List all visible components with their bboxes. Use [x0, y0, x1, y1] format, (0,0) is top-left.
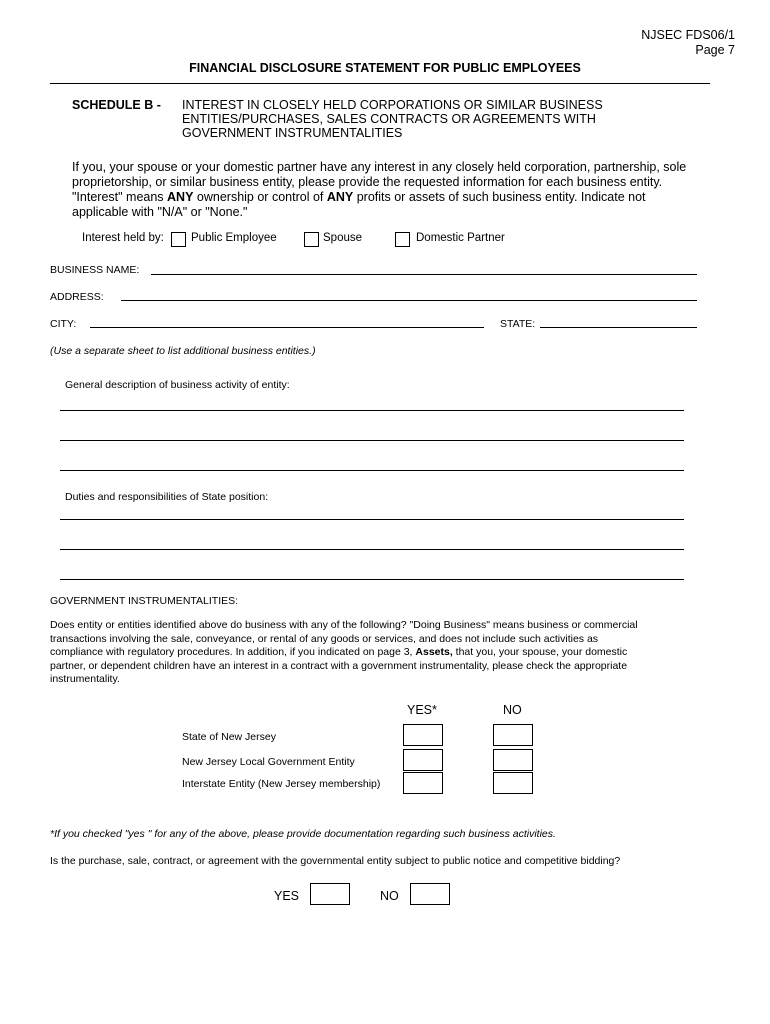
- domestic-partner-checkbox[interactable]: [395, 232, 410, 247]
- government-heading: GOVERNMENT INSTRUMENTALITIES:: [50, 595, 239, 607]
- intro-line-3e: profits or assets of such business entity. Indicate not: [353, 190, 646, 204]
- intro-line-3a: "Interest" means: [72, 190, 168, 204]
- bidding-yes-box[interactable]: [310, 883, 350, 905]
- bidding-no-label: NO: [380, 889, 399, 903]
- domestic-partner-label: Domestic Partner: [416, 232, 505, 244]
- intro-line-3: [72, 190, 686, 205]
- local-gov-no-box[interactable]: [493, 749, 533, 771]
- public-employee-label: Public Employee: [191, 232, 277, 244]
- title-divider: [50, 83, 710, 84]
- schedule-title: [182, 98, 603, 140]
- public-employee-checkbox[interactable]: [171, 232, 186, 247]
- page-number: Page 7: [695, 43, 735, 57]
- gov-line-5: instrumentality.: [50, 673, 120, 686]
- no-column-header: NO: [503, 703, 522, 717]
- intro-line-1: If you, your spouse or your domestic partner have any interest in any closely held corporation, partnership, sole: [72, 160, 687, 174]
- gov-line-3c: that you, your spouse, your domestic: [452, 646, 628, 659]
- form-title: FINANCIAL DISCLOSURE STATEMENT FOR PUBLIC EMPLOYEES: [189, 61, 581, 75]
- schedule-title-line-1: INTEREST IN CLOSELY HELD CORPORATIONS OR SIMILAR BUSINESS: [182, 98, 603, 112]
- schedule-title-line-2: ENTITIES/PURCHASES, SALES CONTRACTS OR AGREEMENTS WITH: [182, 112, 596, 126]
- intro-line-2: proprietorship, or similar business entity, please provide the requested information for each business entity.: [72, 175, 663, 189]
- state-nj-yes-box[interactable]: [403, 724, 443, 746]
- interstate-no-box[interactable]: [493, 772, 533, 794]
- duties-line-1[interactable]: [60, 519, 684, 520]
- intro-any-2: ANY: [326, 190, 354, 204]
- intro-any-1: ANY: [167, 190, 194, 204]
- gov-line-4: partner, or dependent children have an interest in a contract with a government instrumentality, please check the appropriate: [50, 659, 628, 672]
- state-field[interactable]: [540, 327, 697, 328]
- intro-paragraph: [72, 160, 686, 220]
- state-nj-no-box[interactable]: [493, 724, 533, 746]
- address-label: ADDRESS:: [50, 291, 104, 303]
- entity-state-nj: State of New Jersey: [182, 731, 276, 743]
- intro-line-3c: ownership or control of: [193, 190, 327, 204]
- business-name-label: BUSINESS NAME:: [50, 264, 140, 276]
- gov-line-3a: compliance with regulatory procedures. In addition, if you indicated on page 3,: [50, 646, 416, 659]
- interest-held-label: Interest held by:: [82, 232, 164, 244]
- local-gov-yes-box[interactable]: [403, 749, 443, 771]
- entity-local-government: New Jersey Local Government Entity: [182, 756, 355, 768]
- duties-label: Duties and responsibilities of State position:: [65, 491, 269, 503]
- duties-line-3[interactable]: [60, 579, 684, 580]
- entity-interstate: Interstate Entity (New Jersey membership): [182, 778, 381, 790]
- form-id: NJSEC FDS06/1: [641, 28, 735, 42]
- business-name-field[interactable]: [151, 274, 697, 275]
- government-paragraph: [50, 619, 698, 687]
- intro-line-4: applicable with "N/A" or "None.": [72, 205, 248, 219]
- general-description-label: General description of business activity of entity:: [65, 379, 290, 391]
- interstate-yes-box[interactable]: [403, 772, 443, 794]
- bidding-no-box[interactable]: [410, 883, 450, 905]
- gov-line-2: transactions involving the sale, conveyance, or rental of any goods or services, and does not include such activities as: [50, 632, 599, 645]
- state-label: STATE:: [500, 318, 536, 330]
- address-field[interactable]: [121, 300, 697, 301]
- gov-line-3: [50, 646, 698, 660]
- bidding-yes-label: YES: [274, 889, 300, 903]
- spouse-checkbox[interactable]: [304, 232, 319, 247]
- general-description-line-2[interactable]: [60, 440, 684, 441]
- gov-line-1: Does entity or entities identified above do business with any of the following? "Doing Business" means business or commercial: [50, 619, 638, 631]
- schedule-label: SCHEDULE B -: [72, 98, 161, 112]
- yes-column-header: YES*: [407, 703, 437, 717]
- form-header-id: [641, 28, 735, 58]
- documentation-footnote: *If you checked "yes " for any of the above, please provide documentation regarding such business activities.: [50, 828, 556, 840]
- separate-sheet-note: (Use a separate sheet to list additional business entities.): [50, 345, 316, 357]
- spouse-label: Spouse: [323, 232, 363, 244]
- general-description-line-3[interactable]: [60, 470, 684, 471]
- schedule-title-line-3: GOVERNMENT INSTRUMENTALITIES: [182, 126, 403, 140]
- duties-line-2[interactable]: [60, 549, 684, 550]
- city-field[interactable]: [90, 327, 484, 328]
- general-description-line-1[interactable]: [60, 410, 684, 411]
- bidding-question: Is the purchase, sale, contract, or agreement with the governmental entity subject to public notice and competitive bidding?: [50, 855, 621, 867]
- city-label: CITY:: [50, 318, 77, 330]
- gov-assets: Assets,: [415, 646, 453, 659]
